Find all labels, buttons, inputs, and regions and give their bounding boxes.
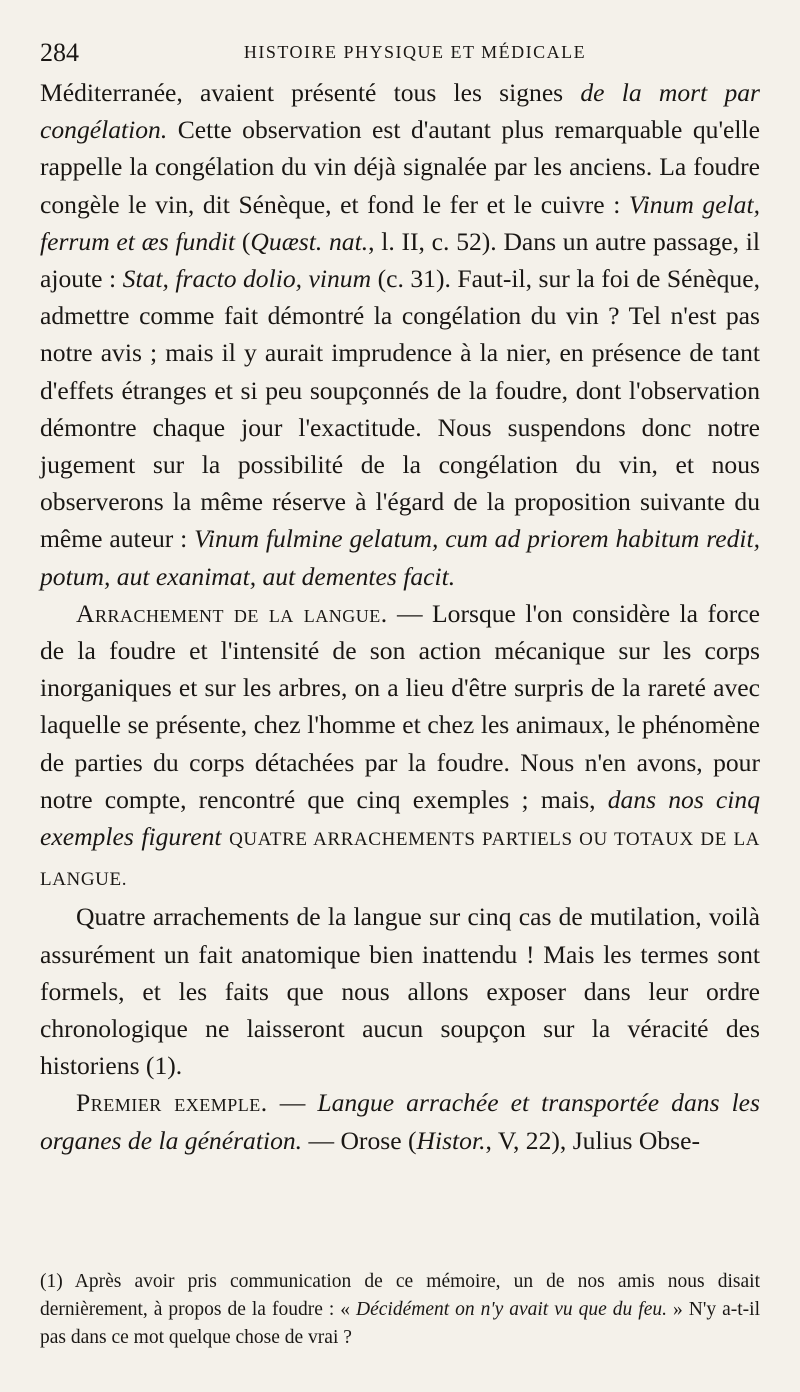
text-run: Cette observation est d'autant plus remarquable qu'elle rappelle la congélation du vin déjà signalée par les anciens. La foudre congèle le vin, dit Sénèque, et fond le fer et le cuivre : (40, 115, 760, 219)
italic-run: Stat, fracto dolio, vinum (122, 264, 372, 294)
section-heading: Arrachement de la langue. (76, 598, 388, 628)
italic-run: dans nos cinq exemples figurent (40, 784, 760, 852)
paragraph-1 (40, 74, 760, 595)
running-title: HISTOIRE PHYSIQUE ET MÉDICALE (243, 42, 587, 62)
page-number: 284 (40, 38, 79, 67)
page-header (40, 28, 760, 72)
italic-run: Quæst. nat. (250, 226, 369, 256)
emphasis-caps: QUATRE ARRACHEMENTS PARTIELS OU TOTAUX DE LA LANGUE. (40, 829, 760, 891)
text-run: » N'y a-t-il pas dans ce mot quelque chose de vrai ? (40, 1299, 760, 1348)
text-run: Méditerranée, avaient présenté tous les signes (40, 78, 581, 107)
text-run: Quatre arrachements de la langue sur cinq cas de mutilation, voilà assurément un fait anatomique bien inattendu ! Mais les termes sont formels, et les faits que nous allons exposer dans leur ordre chronologique ne laisseront aucun soupçon sur la véracité des historiens (1). (40, 902, 760, 1081)
italic-run: Langue arrachée et transportée dans les organes de la génération. (40, 1088, 760, 1155)
text-run: — Orose ( (302, 1125, 417, 1155)
section-heading: Premier exemple. (76, 1088, 268, 1118)
body-text (40, 74, 760, 1159)
paragraph-4 (40, 1084, 760, 1158)
italic-run: de la mort par congélation. (40, 78, 760, 145)
paragraph-3 (40, 898, 760, 1084)
italic-run: Décidément on n'y avait vu que du feu. (356, 1299, 667, 1320)
text-run: — Lorsque l'on considère la force de la foudre et l'intensité de son action mécanique sur les corps inorganiques et sur les arbres, on a lieu d'être surpris de la rareté avec laquelle se présente, chez l'homme et chez les animaux, le phénomène de parties du corps détachées par la foudre. Nous n'en avons, pour notre compte, rencontré que cinq exemples ; mais, (40, 598, 761, 814)
text-run: , V, 22), Julius Obse- (485, 1125, 700, 1155)
text-run: (1) Après avoir pris communication de ce mémoire, un de nos amis nous disait dernièrement, à propos de la foudre : « (40, 1271, 760, 1320)
italic-run: Vinum gelat, ferrum et æs fundit (40, 189, 760, 256)
text-run: (c. 31). Faut-il, sur la foi de Sénèque, admettre comme fait démontré la congélation du vin ? Tel n'est pas notre avis ; mais il y aurait imprudence à la nier, en présence de tant d'effets étranges et si peu soupçonnés de la foudre, dont l'observation démontre chaque jour l'exactitude. Nous suspendons donc notre jugement sur la possibilité de la congélation du vin, et nous observerons la même réserve à l'égard de la proposition suivante du même auteur : (40, 264, 760, 554)
text-run: — (267, 1088, 318, 1118)
text-run: , l. II, c. 52). Dans un autre passage, il ajoute : (40, 226, 760, 294)
footnote (40, 1268, 760, 1352)
text-run: ( (235, 226, 251, 256)
paragraph-2 (40, 595, 760, 899)
italic-run: Histor. (416, 1125, 486, 1155)
italic-run: Vinum fulmine gelatum, cum ad priorem habitum redit, potum, aut exanimat, aut dementes facit. (40, 524, 760, 591)
